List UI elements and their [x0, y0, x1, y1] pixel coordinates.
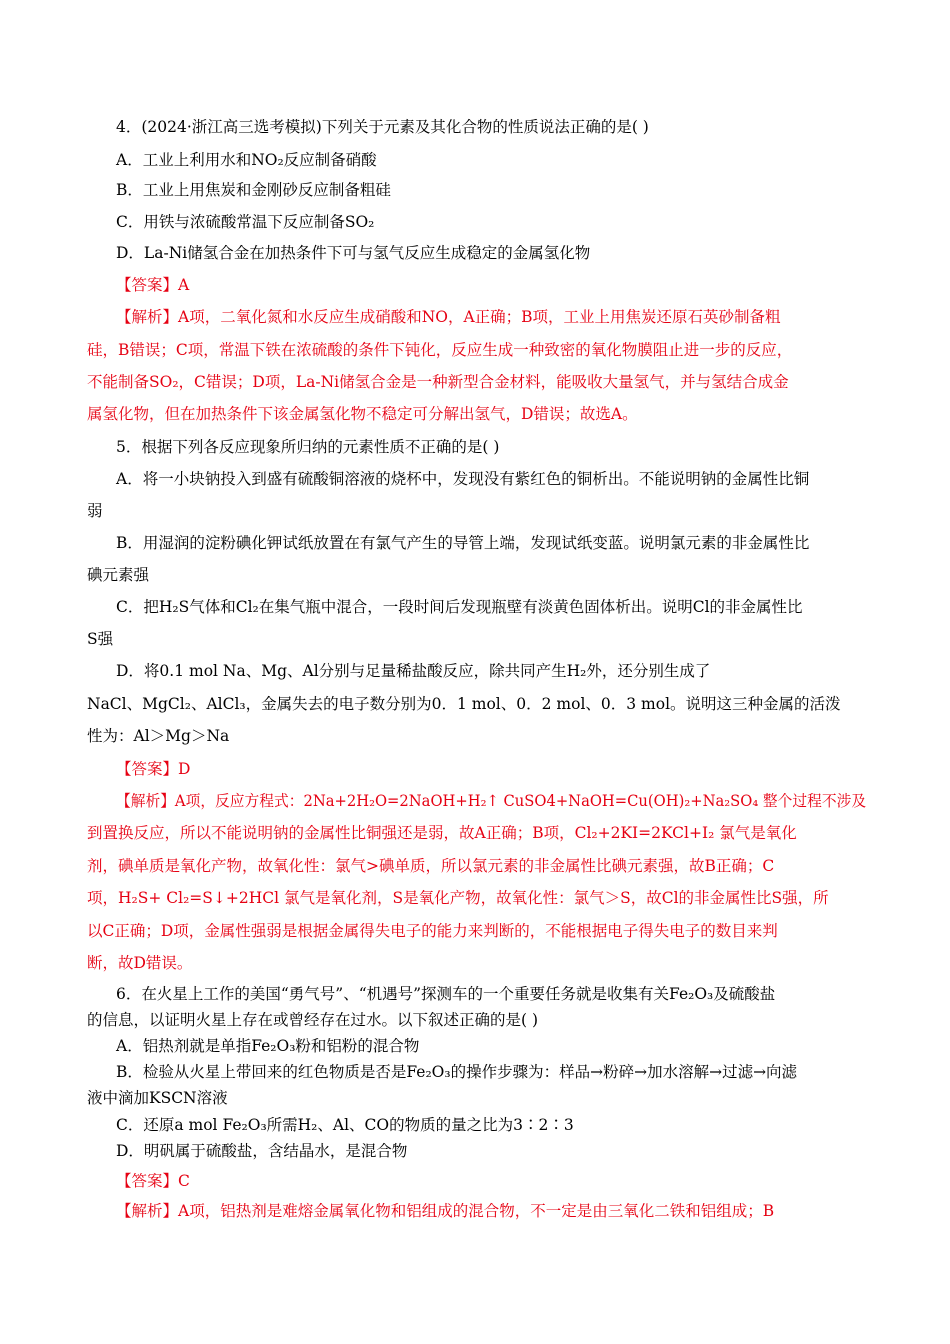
question-4-stem: 4．(2024·浙江高三选考模拟)下列关于元素及其化合物的性质说法正确的是( )	[116, 118, 649, 136]
question-4-analysis-line: 【解析】A项，二氧化氮和水反应生成硝酸和NO，A正确；B项，工业上用焦炭还原石英砂制备粗	[116, 308, 781, 326]
question-4-answer: 【答案】A	[116, 276, 190, 294]
question-4-option-b: B．工业上用焦炭和金刚砂反应制备粗硅	[116, 181, 391, 199]
question-4-analysis-line: 属氢化物，但在加热条件下该金属氢化物不稳定可分解出氢气，D错误；故选A。	[87, 405, 638, 423]
question-5-analysis-line: 【解析】A项，反应方程式：2Na+2H₂O=2NaOH+H₂↑ CuSO4+NaOH=Cu(OH)₂+Na₂SO₄ 整个过程不涉及	[116, 792, 867, 810]
question-6-option-c: C．还原a mol Fe₂O₃所需H₂、Al、CO的物质的量之比为3∶2∶3	[116, 1116, 574, 1134]
question-6-option-b-cont: 液中滴加KSCN溶液	[87, 1089, 228, 1107]
question-6-option-d: D．明矾属于硫酸盐，含结晶水，是混合物	[116, 1142, 408, 1160]
question-5-option-a-cont: 弱	[87, 502, 103, 520]
question-6-stem-cont: 的信息，以证明火星上存在或曾经存在过水。以下叙述正确的是( )	[87, 1011, 539, 1029]
question-5-stem: 5．根据下列各反应现象所归纳的元素性质不正确的是( )	[116, 438, 500, 456]
question-6-analysis-line: 【解析】A项，铝热剂是难熔金属氧化物和铝组成的混合物，不一定是由三氧化二铁和铝组成；B	[116, 1202, 775, 1220]
question-5-option-d: D．将0.1 mol Na、Mg、Al分别与足量稀盐酸反应，除共同产生H₂外，还分别生成了	[116, 662, 711, 680]
question-5-analysis-line: 剂，碘单质是氧化产物，故氧化性：氯气>碘单质，所以氯元素的非金属性比碘元素强，故B正确；C	[87, 857, 775, 875]
question-5-option-a: A．将一小块钠投入到盛有硫酸铜溶液的烧杯中，发现没有紫红色的铜析出。不能说明钠的金属性比铜	[116, 470, 810, 488]
question-5-option-c: C．把H₂S气体和Cl₂在集气瓶中混合，一段时间后发现瓶壁有淡黄色固体析出。说明Cl的非金属性比	[116, 598, 803, 616]
question-5-analysis-line: 以C正确；D项，金属性强弱是根据金属得失电子的能力来判断的，不能根据电子得失电子的数目来判	[87, 922, 778, 940]
question-6-stem: 6．在火星上工作的美国“勇气号”、“机遇号”探测车的一个重要任务就是收集有关Fe₂O₃及硫酸盐	[116, 985, 776, 1003]
question-4-option-c: C．用铁与浓硫酸常温下反应制备SO₂	[116, 213, 375, 231]
question-6-option-a: A．铝热剂就是单指Fe₂O₃粉和铝粉的混合物	[116, 1037, 420, 1055]
question-5-option-c-cont: S强	[87, 630, 114, 648]
question-5-option-d-cont: 性为：Al＞Mg＞Na	[87, 727, 230, 745]
question-5-analysis-line: 断，故D错误。	[87, 954, 193, 972]
question-4-analysis-line: 硅，B错误；C项，常温下铁在浓硫酸的条件下钝化，反应生成一种致密的氧化物膜阻止进一步的反应，	[87, 341, 793, 359]
question-5-answer: 【答案】D	[116, 760, 191, 778]
question-4-analysis-line: 不能制备SO₂，C错误；D项，La-Ni储氢合金是一种新型合金材料，能吸收大量氢气，并与氢结合成金	[87, 373, 789, 391]
question-5-option-d-cont: NaCl、MgCl₂、AlCl₃，金属失去的电子数分别为0．1 mol、0．2 mol、0．3 mol。说明这三种金属的活泼	[87, 695, 841, 713]
question-6-option-b: B．检验从火星上带回来的红色物质是否是Fe₂O₃的操作步骤为：样品→粉碎→加水溶解→过滤→向滤	[116, 1063, 798, 1081]
question-4-option-a: A．工业上利用水和NO₂反应制备硝酸	[116, 151, 377, 169]
question-5-option-b: B．用湿润的淀粉碘化钾试纸放置在有氯气产生的导管上端，发现试纸变蓝。说明氯元素的非金属性比	[116, 534, 810, 552]
question-5-analysis-line: 到置换反应，所以不能说明钠的金属性比铜强还是弱，故A正确；B项，Cl₂+2KI=2KCl+I₂ 氯气是氧化	[87, 824, 797, 842]
question-4-option-d: D．La-Ni储氢合金在加热条件下可与氢气反应生成稳定的金属氢化物	[116, 244, 591, 262]
question-5-option-b-cont: 碘元素强	[87, 566, 150, 584]
question-5-analysis-line: 项，H₂S+ Cl₂=S↓+2HCl 氯气是氧化剂，S是氧化产物，故氧化性：氯气＞S，故Cl的非金属性比S强，所	[87, 889, 829, 907]
question-6-answer: 【答案】C	[116, 1172, 190, 1190]
